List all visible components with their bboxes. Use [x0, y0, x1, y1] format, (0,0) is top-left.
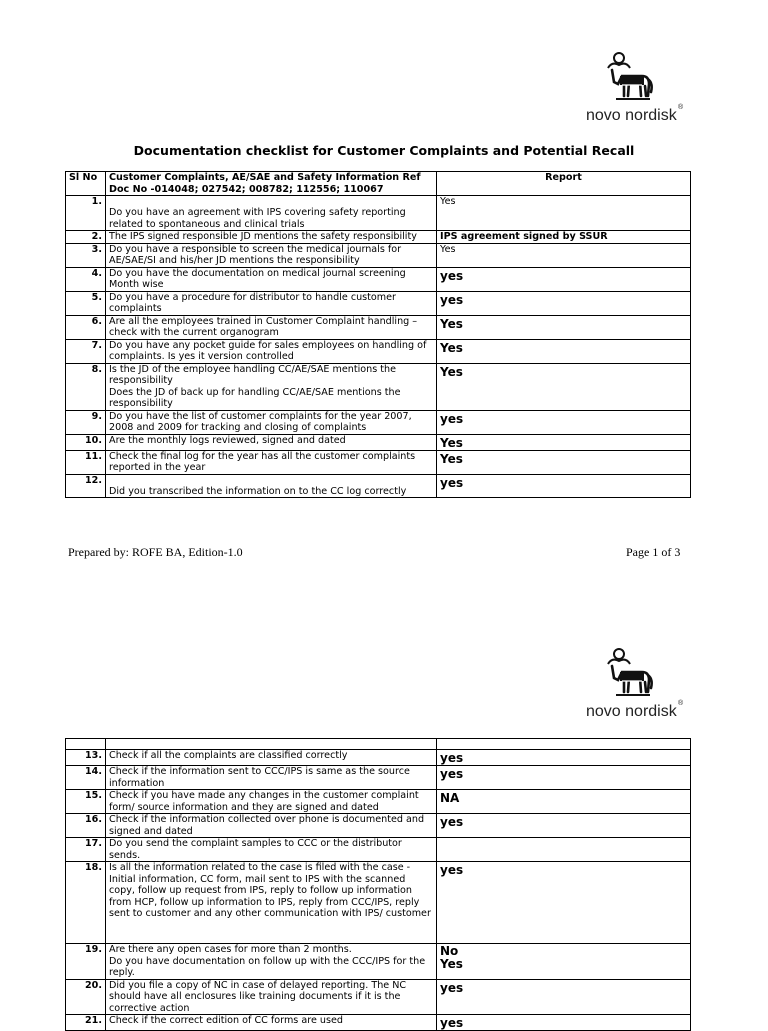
row-report: Yes [437, 450, 691, 474]
apis-bull-icon [602, 648, 654, 702]
table-row [66, 243, 691, 267]
row-report: Yes [437, 339, 691, 363]
table-row [66, 196, 691, 231]
logo-wordmark: novo nordisk [586, 703, 677, 720]
header-sl-no: Sl No [66, 172, 106, 196]
row-question: Are there any open cases for more than 2 months. Do you have documentation on follow up with the CCC/IPS for the reply. [106, 944, 437, 980]
row-number: 18. [66, 862, 106, 944]
row-question: Do you have the documentation on medical journal screening Month wise [106, 267, 437, 291]
row-number: 19. [66, 944, 106, 980]
row-question: Do you send the complaint samples to CCC or the distributor sends. [106, 838, 437, 862]
row-question: Did you transcribed the information on to the CC log correctly [106, 474, 437, 498]
table-row [66, 450, 691, 474]
header-reference-line2: Doc No -014048; 027542; 008782; 112556; 110067 [109, 183, 384, 195]
apis-bull-icon [602, 52, 654, 106]
row-question: Check if the correct edition of CC forms are used [106, 1015, 437, 1031]
table-row [66, 474, 691, 498]
company-logo-page-2 [572, 648, 684, 728]
table-row [66, 339, 691, 363]
row-number: 12. [66, 474, 106, 498]
header-report: Report [437, 172, 691, 196]
row-number: 1. [66, 196, 106, 231]
row-question: Did you file a copy of NC in case of delayed reporting. The NC should have all enclosures like training documents if it is the corrective action [106, 979, 437, 1015]
row-number: 6. [66, 315, 106, 339]
row-report: Yes [437, 196, 691, 231]
table-row [66, 944, 691, 980]
row-number: 20. [66, 979, 106, 1015]
table-row [66, 766, 691, 790]
row-question: Do you have an agreement with IPS covering safety reporting related to spontaneous and clinical trials [106, 196, 437, 231]
row-report: Yes [437, 315, 691, 339]
checklist-table-page-2 [65, 738, 691, 1031]
row-question: Do you have the list of customer complaints for the year 2007, 2008 and 2009 for tracking and closing of complaints [106, 410, 437, 434]
row-number: 15. [66, 790, 106, 814]
row-report: yes [437, 750, 691, 766]
row-report: yes [437, 474, 691, 498]
row-report: yes [437, 979, 691, 1015]
footer-prepared-by: Prepared by: ROFE BA, Edition-1.0 [68, 545, 243, 559]
table-row [66, 790, 691, 814]
row-report: yes [437, 267, 691, 291]
row-report [437, 838, 691, 862]
table-row [66, 862, 691, 944]
row-number: 17. [66, 838, 106, 862]
table-header-row-empty [66, 739, 691, 750]
table-row [66, 814, 691, 838]
table-row [66, 410, 691, 434]
row-question: Check if the information sent to CCC/IPS is same as the source information [106, 766, 437, 790]
table-row [66, 363, 691, 410]
row-report: yes [437, 291, 691, 315]
row-number: 9. [66, 410, 106, 434]
row-question: Do you have a procedure for distributor to handle customer complaints [106, 291, 437, 315]
row-report: Yes [437, 434, 691, 450]
row-report: yes [437, 1015, 691, 1031]
row-number: 3. [66, 243, 106, 267]
registered-mark: ® [678, 700, 684, 707]
row-report: yes [437, 814, 691, 838]
registered-mark: ® [678, 104, 684, 111]
row-question: Check if you have made any changes in the customer complaint form/ source information and they are signed and dated [106, 790, 437, 814]
row-report: NA [437, 790, 691, 814]
row-number: 4. [66, 267, 106, 291]
table-row [66, 434, 691, 450]
row-number: 14. [66, 766, 106, 790]
table-header-row [66, 172, 691, 196]
header-reference [106, 172, 437, 196]
row-question: Do you have any pocket guide for sales employees on handling of complaints. Is yes it version controlled [106, 339, 437, 363]
checklist-table-page-1 [65, 171, 691, 498]
table-row [66, 838, 691, 862]
document-title: Documentation checklist for Customer Complaints and Potential Recall [133, 143, 635, 158]
row-report: yes [437, 766, 691, 790]
row-report: IPS agreement signed by SSUR [437, 231, 691, 244]
row-report: yes [437, 410, 691, 434]
row-report: yes [437, 862, 691, 944]
row-report: No Yes [437, 944, 691, 980]
table-row [66, 315, 691, 339]
row-number: 11. [66, 450, 106, 474]
row-question: Check the final log for the year has all the customer complaints reported in the year [106, 450, 437, 474]
row-number: 10. [66, 434, 106, 450]
logo-wordmark: novo nordisk [586, 107, 677, 124]
table-row [66, 291, 691, 315]
row-question: Is the JD of the employee handling CC/AE/SAE mentions the responsibility Does the JD of back up for handling CC/AE/SAE mentions the responsibility [106, 363, 437, 410]
row-number: 13. [66, 750, 106, 766]
table-row [66, 267, 691, 291]
row-number: 8. [66, 363, 106, 410]
row-question: Is all the information related to the case is filed with the case - Initial information, CC form, mail sent to IPS with the scanned copy, follow up request from IPS, reply to follow up information from HCP, follow up information to IPS, reply from CCC/IPS, reply sent to customer and any other communication with IPS/ customer [106, 862, 437, 944]
table-row [66, 231, 691, 244]
row-number: 21. [66, 1015, 106, 1031]
footer-page-number: Page 1 of 3 [626, 545, 681, 559]
row-question: Are all the employees trained in Customer Complaint handling – check with the current organogram [106, 315, 437, 339]
row-report: Yes [437, 363, 691, 410]
row-number: 16. [66, 814, 106, 838]
row-question: Do you have a responsible to screen the medical journals for AE/SAE/SI and his/her JD mentions the responsibility [106, 243, 437, 267]
row-question: Check if the information collected over phone is documented and signed and dated [106, 814, 437, 838]
row-question: Check if all the complaints are classified correctly [106, 750, 437, 766]
header-reference-line1: Customer Complaints, AE/SAE and Safety Information Ref [109, 172, 421, 183]
row-number: 5. [66, 291, 106, 315]
table-row [66, 750, 691, 766]
row-number: 2. [66, 231, 106, 244]
table-row [66, 1015, 691, 1031]
row-question: The IPS signed responsible JD mentions the safety responsibility [106, 231, 437, 244]
table-row [66, 979, 691, 1015]
company-logo [572, 52, 684, 132]
row-report: Yes [437, 243, 691, 267]
row-number: 7. [66, 339, 106, 363]
row-question: Are the monthly logs reviewed, signed and dated [106, 434, 437, 450]
